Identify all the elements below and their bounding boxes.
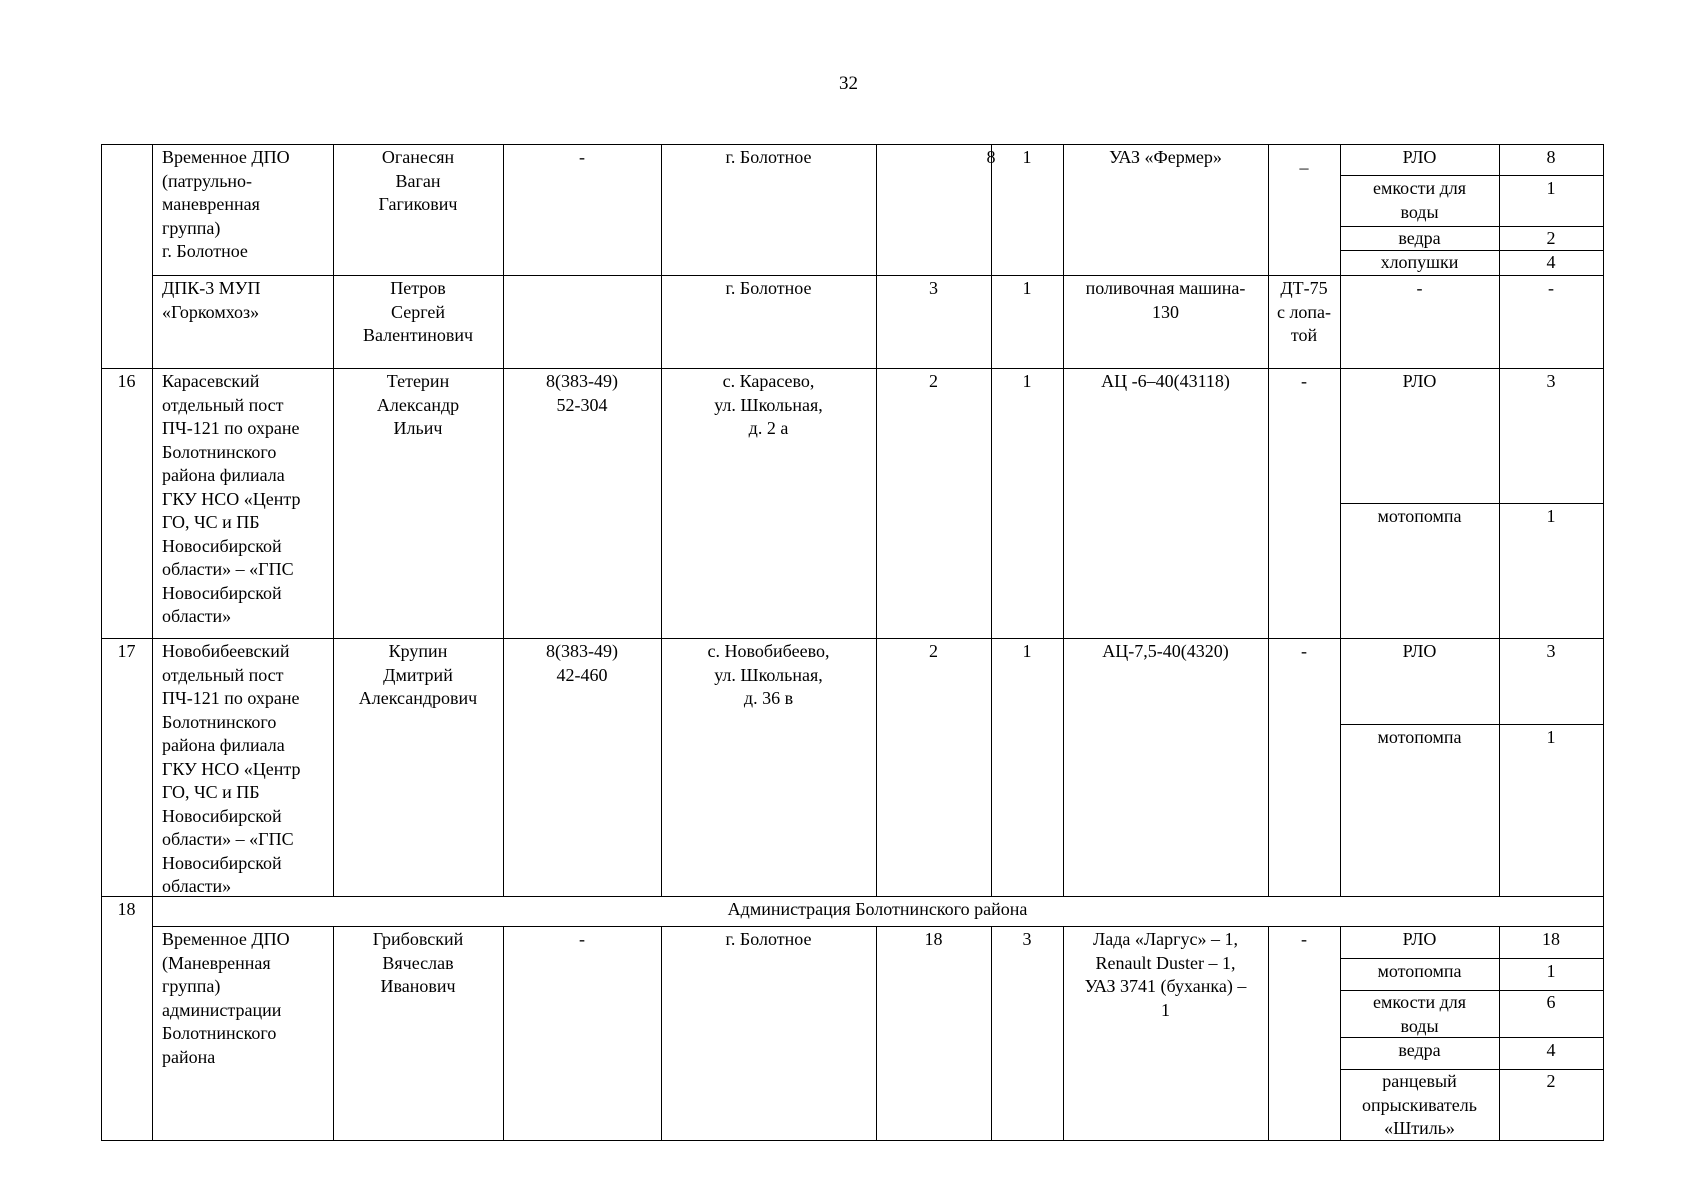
head-name: Грибовский Вячеслав Иванович (372, 929, 464, 996)
phone: - (579, 147, 585, 167)
machinery: _ (1299, 151, 1309, 171)
equipment-name: мотопомпа (1377, 506, 1462, 526)
staff-count: 3 (929, 278, 938, 298)
equipment-name: ведра (1398, 228, 1441, 248)
unit-count: 1 (1022, 371, 1032, 391)
col-sep-staff (991, 144, 992, 896)
vehicles: АЦ -6–40(43118) (1101, 371, 1230, 391)
row-number: 18 (117, 899, 136, 919)
col-sep-head (503, 144, 504, 896)
equipment-qty: 4 (1546, 252, 1556, 272)
equipment-name: емкости для воды (1372, 178, 1467, 222)
org-name: Временное ДПО (патрульно- маневренная группа) г. Болотное (162, 147, 290, 261)
equipment-name: мотопомпа (1377, 727, 1462, 747)
org-name: Карасевский отдельный пост ПЧ-121 по охране Болотнинского района филиала ГКУ НСО «Центр ГО, ЧС и ПБ Новосибирской области» – «ГПС Новосибирской области» (162, 371, 301, 626)
equipment-qty: 1 (1546, 727, 1556, 747)
col-sep-units (1063, 144, 1064, 896)
equipment-qty: 8 (1546, 147, 1556, 167)
equipment-qty: 6 (1546, 992, 1556, 1012)
col-sep-address (876, 144, 877, 896)
staff-count: 18 (924, 929, 943, 949)
equipment-name: ведра (1398, 1040, 1441, 1060)
phone: 8(383-49) 52-304 (546, 371, 618, 415)
address: с. Карасево, ул. Школьная, д. 2 а (714, 371, 823, 438)
equipment-name: РЛО (1402, 641, 1437, 661)
row-number: 17 (117, 641, 136, 661)
phone: 8(383-49) 42-460 (546, 641, 618, 685)
equipment-name: РЛО (1402, 929, 1437, 949)
address: г. Болотное (725, 147, 812, 167)
address: г. Болотное (725, 929, 812, 949)
unit-count: 1 (1022, 641, 1032, 661)
org-name: ДПК-3 МУП «Горкомхоз» (162, 278, 261, 322)
staff-count: 2 (929, 371, 938, 391)
org-name: Временное ДПО (Маневренная группа) администрации Болотнинского района (162, 929, 290, 1067)
col-sep-address (876, 926, 877, 1141)
equipment-qty: 4 (1546, 1040, 1556, 1060)
col-sep-head (503, 926, 504, 1141)
equipment-qty: 1 (1546, 961, 1556, 981)
vehicles: Лада «Ларгус» – 1, Renault Duster – 1, УАЗ 3741 (буханка) – 1 (1084, 929, 1247, 1020)
equipment-qty: 18 (1542, 929, 1560, 949)
staff-count: 8 (986, 147, 996, 167)
unit-count: 1 (1022, 147, 1032, 167)
equipment-name: хлопушки (1380, 252, 1459, 272)
unit-count: 1 (1022, 278, 1032, 298)
equipment-name: ранцевый опрыскиватель «Штиль» (1362, 1071, 1477, 1138)
section-title: Администрация Болотнинского района (727, 899, 1028, 919)
head-name: Тетерин Александр Ильич (376, 371, 460, 438)
vehicles: поливочная машина- 130 (1085, 278, 1246, 322)
address: г. Болотное (725, 278, 812, 298)
org-name: Новобибеевский отдельный пост ПЧ-121 по охране Болотнинского района филиала ГКУ НСО «Центр ГО, ЧС и ПБ Новосибирской области» – «ГПС Новосибирской области» (162, 641, 301, 896)
machinery: - (1301, 641, 1307, 661)
equipment-name: РЛО (1402, 371, 1437, 391)
vehicles: АЦ-7,5-40(4320) (1102, 641, 1229, 661)
unit-count: 3 (1022, 929, 1032, 949)
col-sep-phone (661, 926, 662, 1141)
row-number: 16 (117, 371, 136, 391)
equipment-name: емкости для воды (1372, 992, 1467, 1036)
address: с. Новобибеево, ул. Школьная, д. 36 в (707, 641, 830, 708)
equipment-qty: - (1548, 278, 1554, 298)
page-number: 32 (839, 73, 858, 94)
phone: - (579, 929, 585, 949)
equipment-qty: 2 (1546, 1071, 1556, 1091)
equipment-name: мотопомпа (1377, 961, 1462, 981)
head-name: Петров Сергей Валентинович (362, 278, 474, 345)
head-name: Оганесян Ваган Гагикович (378, 147, 458, 214)
col-sep-org (333, 144, 334, 896)
vehicles: УАЗ «Фермер» (1109, 147, 1222, 167)
col-sep-phone (661, 144, 662, 896)
col-sep-vehicles (1268, 926, 1269, 1141)
equipment-name: - (1416, 278, 1423, 298)
equipment-qty: 2 (1546, 228, 1556, 248)
col-sep-vehicles (1268, 144, 1269, 896)
equipment-qty: 3 (1546, 371, 1556, 391)
machinery: ДТ-75 с лопа- той (1276, 278, 1332, 345)
head-name: Крупин Дмитрий Александрович (358, 641, 478, 708)
equipment-name: РЛО (1402, 147, 1437, 167)
equipment-qty: 3 (1546, 641, 1556, 661)
machinery: - (1301, 371, 1307, 391)
col-sep-staff (991, 926, 992, 1141)
staff-count: 2 (929, 641, 938, 661)
equipment-qty: 1 (1546, 506, 1556, 526)
machinery: - (1301, 929, 1307, 949)
equipment-qty: 1 (1546, 178, 1556, 198)
table-border-right (1603, 144, 1604, 1141)
